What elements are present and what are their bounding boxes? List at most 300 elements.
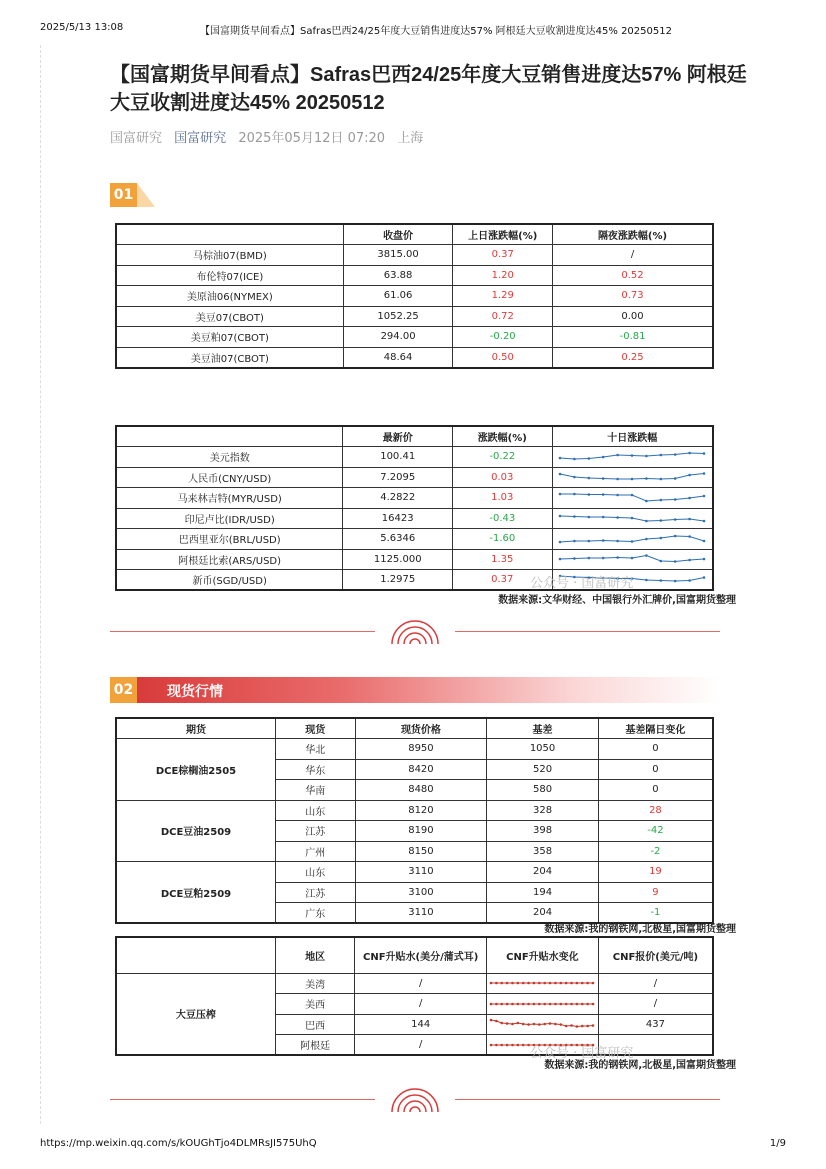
overnight-change: 0.52 <box>553 265 713 286</box>
sparkline-point <box>506 982 509 985</box>
sparkline-point <box>660 560 663 563</box>
sparkline-point <box>592 982 595 985</box>
origin-region: 阿根廷 <box>275 1035 355 1056</box>
instrument-name: 美原油06(NYMEX) <box>116 286 343 307</box>
sparkline-point <box>517 1002 520 1005</box>
sparkline-point <box>588 477 591 480</box>
sparkline-point <box>573 492 576 495</box>
sparkline-point <box>501 1002 504 1005</box>
column-header: 基差隔日变化 <box>598 718 713 739</box>
sparkline-point <box>703 494 706 497</box>
sparkline-point <box>512 982 515 985</box>
cnf-premium: / <box>355 1035 486 1056</box>
sparkline-point <box>517 982 520 985</box>
section-title-bar <box>137 677 720 703</box>
sparkline-point <box>576 982 579 985</box>
close-price: 63.88 <box>343 265 453 286</box>
table-row <box>116 862 713 883</box>
basis-change: -42 <box>598 821 713 842</box>
currency-name: 人民币(CNY/USD) <box>116 467 343 488</box>
sparkline-point <box>645 578 648 581</box>
sparkline-point <box>549 1022 552 1025</box>
section-number-badge: 01 <box>110 183 137 207</box>
basis-change: 0 <box>598 739 713 760</box>
sparkline-point <box>703 452 706 455</box>
sparkline-point <box>490 1043 493 1046</box>
currency-name: 印尼卢比(IDR/USD) <box>116 508 343 529</box>
basis: 328 <box>487 800 599 821</box>
sparkline-point <box>559 456 562 459</box>
origin-region: 美湾 <box>275 973 355 994</box>
column-header: 十日涨跌幅 <box>552 426 713 447</box>
latest-price: 1.2975 <box>343 570 453 591</box>
sparkline-point <box>660 478 663 481</box>
spot-source-note: 数据来源:我的钢铁网,北极星,国富期货整理 <box>544 924 736 935</box>
latest-price: 16423 <box>343 508 453 529</box>
publish-location: 上海 <box>397 131 424 146</box>
sparkline-point <box>544 1023 547 1026</box>
sparkline-point <box>617 453 620 456</box>
trend-sparkline <box>557 531 707 547</box>
sparkline-point <box>555 1023 558 1026</box>
origin-region: 巴西 <box>275 1014 355 1035</box>
section-divider <box>110 620 720 644</box>
sparkline-point <box>689 559 692 562</box>
sparkline-point <box>592 1024 595 1027</box>
latest-price: 4.2822 <box>343 488 453 509</box>
sparkline-point <box>533 1002 536 1005</box>
instrument-name: 马棕油07(BMD) <box>116 245 343 266</box>
sparkline-point <box>631 517 634 520</box>
currency-name: 美元指数 <box>116 447 343 468</box>
sparkline-point <box>538 982 541 985</box>
cnf-quote: / <box>598 973 713 994</box>
sparkline-point <box>674 560 677 563</box>
sparkline-point <box>660 579 663 582</box>
sparkline-point <box>501 1022 504 1025</box>
sparkline-point <box>689 496 692 499</box>
instrument-name: 美豆油07(CBOT) <box>116 347 343 368</box>
basis: 520 <box>487 759 599 780</box>
sparkline-point <box>571 1002 574 1005</box>
spot-price: 8190 <box>355 821 487 842</box>
sparkline-point <box>522 1043 525 1046</box>
sparkline-point <box>533 982 536 985</box>
basis-change: 9 <box>598 882 713 903</box>
overnight-change: 0.25 <box>553 347 713 368</box>
overnight-change: / <box>553 245 713 266</box>
wave-ornament-icon <box>388 620 442 644</box>
spot-price: 8950 <box>355 739 487 760</box>
instrument-name: 美豆07(CBOT) <box>116 306 343 327</box>
cnf-source-note: 数据来源:我的钢铁网,北极星,国富期货整理 <box>544 1060 736 1071</box>
sparkline-point <box>602 477 605 480</box>
column-header: CNF升贴水变化 <box>486 937 598 973</box>
cnf-quote: / <box>598 994 713 1015</box>
sparkline-point <box>631 478 634 481</box>
sparkline-point <box>501 1043 504 1046</box>
table-row <box>116 347 713 368</box>
page-left-rule <box>40 45 41 1124</box>
basis: 204 <box>487 903 599 924</box>
trend-sparkline <box>557 469 707 485</box>
ten-day-trend-cell <box>552 467 713 488</box>
trend-sparkline <box>557 551 707 567</box>
spot-region: 华东 <box>275 759 355 780</box>
sparkline-point <box>645 537 648 540</box>
change-pct: -0.43 <box>453 508 553 529</box>
sparkline-point <box>645 454 648 457</box>
sparkline-point <box>617 556 620 559</box>
ten-day-trend-cell <box>552 447 713 468</box>
sparkline-point <box>674 518 677 521</box>
table-row <box>116 286 713 307</box>
sparkline-point <box>490 1002 493 1005</box>
section-title: 现货行情 <box>167 684 223 700</box>
sparkline-point <box>689 518 692 521</box>
trend-sparkline <box>488 1016 596 1032</box>
sparkline-point <box>522 1002 525 1005</box>
sparkline-point <box>576 1002 579 1005</box>
wave-ornament-icon <box>388 1088 442 1112</box>
sparkline-point <box>571 982 574 985</box>
column-header: 基差 <box>487 718 599 739</box>
sparkline-point <box>495 1002 498 1005</box>
print-url: https://mp.weixin.qq.com/s/kOUGhTjo4DLMRsJI575UhQ <box>40 1138 317 1149</box>
basis-change: 19 <box>598 862 713 883</box>
prev-day-change: 0.37 <box>453 245 553 266</box>
trend-sparkline <box>557 490 707 506</box>
trend-sparkline <box>488 996 596 1012</box>
ten-day-trend-cell <box>552 508 713 529</box>
print-date: 2025/5/13 13:08 <box>40 22 124 33</box>
sparkline-point <box>660 519 663 522</box>
sparkline-point <box>587 982 590 985</box>
trend-sparkline <box>488 975 596 991</box>
sparkline-point <box>703 558 706 561</box>
column-header: 现货价格 <box>355 718 487 739</box>
sparkline-point <box>559 540 562 543</box>
sparkline-point <box>588 493 591 496</box>
prev-day-change: 1.29 <box>453 286 553 307</box>
column-header <box>116 224 343 245</box>
spot-region: 江苏 <box>275 821 355 842</box>
sparkline-point <box>528 1023 531 1026</box>
sparkline-point <box>602 516 605 519</box>
sparkline-point <box>549 1002 552 1005</box>
sparkline-point <box>560 1023 563 1026</box>
spot-price: 3100 <box>355 882 487 903</box>
prev-day-change: 0.50 <box>453 347 553 368</box>
sparkline-point <box>587 1002 590 1005</box>
spot-region: 华北 <box>275 739 355 760</box>
sparkline-point <box>495 1020 498 1023</box>
close-price: 1052.25 <box>343 306 453 327</box>
sparkline-point <box>592 1002 595 1005</box>
table-row <box>116 488 713 509</box>
currency-name: 阿根廷比索(ARS/USD) <box>116 549 343 570</box>
column-header: 现货 <box>275 718 355 739</box>
ten-day-trend-cell <box>552 529 713 550</box>
section-divider <box>110 1088 720 1112</box>
table-row <box>116 447 713 468</box>
fx-source-note: 数据来源:文华财经、中国银行外汇牌价,国富期货整理 <box>498 595 736 606</box>
spot-region: 广州 <box>275 841 355 862</box>
sparkline-point <box>517 1043 520 1046</box>
table-row <box>116 245 713 266</box>
column-header: 期货 <box>116 718 275 739</box>
sparkline-point <box>559 492 562 495</box>
section-badge-decoration <box>137 183 155 207</box>
sparkline-point <box>581 1025 584 1028</box>
sparkline-point <box>571 1024 574 1027</box>
currency-name: 新币(SGD/USD) <box>116 570 343 591</box>
change-pct: 0.37 <box>453 570 553 591</box>
column-header: 最新价 <box>343 426 453 447</box>
sparkline-point <box>495 982 498 985</box>
sparkline-point <box>565 982 568 985</box>
spot-region: 山东 <box>275 862 355 883</box>
sparkline-point <box>645 499 648 502</box>
spot-region: 华南 <box>275 780 355 801</box>
sparkline-point <box>617 539 620 542</box>
table-row <box>116 800 713 821</box>
sparkline-point <box>617 478 620 481</box>
sparkline-point <box>602 455 605 458</box>
origin-region: 美西 <box>275 994 355 1015</box>
sparkline-point <box>645 477 648 480</box>
table-row <box>116 327 713 348</box>
column-header: 地区 <box>275 937 355 973</box>
sparkline-point <box>490 1019 493 1022</box>
sparkline-point <box>512 1023 515 1026</box>
column-header <box>116 426 343 447</box>
futures-contract: DCE棕榈油2505 <box>116 739 275 801</box>
fx-table <box>115 425 714 591</box>
sparkline-point <box>602 539 605 542</box>
spot-price: 8480 <box>355 780 487 801</box>
sparkline-point <box>645 520 648 523</box>
sparkline-point <box>703 576 706 579</box>
sparkline-point <box>560 982 563 985</box>
basis: 204 <box>487 862 599 883</box>
sparkline-point <box>522 1023 525 1026</box>
publish-datetime: 2025年05月12日 07:20 <box>238 131 386 146</box>
sparkline-point <box>560 1002 563 1005</box>
sparkline-point <box>703 520 706 523</box>
table-row <box>116 739 713 760</box>
sparkline-point <box>565 1025 568 1028</box>
sparkline-point <box>565 1002 568 1005</box>
close-price: 3815.00 <box>343 245 453 266</box>
sparkline-point <box>660 453 663 456</box>
sparkline-point <box>581 982 584 985</box>
spot-price: 8120 <box>355 800 487 821</box>
sparkline-point <box>674 498 677 501</box>
column-header: CNF升贴水(美分/蒲式耳) <box>355 937 486 973</box>
sparkline-point <box>602 557 605 560</box>
column-header: 涨跌幅(%) <box>453 426 553 447</box>
sparkline-point <box>506 1022 509 1025</box>
column-header: 隔夜涨跌幅(%) <box>553 224 713 245</box>
change-pct: -1.60 <box>453 529 553 550</box>
section-number-badge: 02 <box>110 677 137 703</box>
sparkline-point <box>495 1043 498 1046</box>
premium-trend-cell <box>486 1014 598 1035</box>
basis-change: -2 <box>598 841 713 862</box>
sparkline-point <box>689 535 692 538</box>
sparkline-point <box>555 982 558 985</box>
sparkline-point <box>660 498 663 501</box>
futures-close-table <box>115 223 714 369</box>
spot-region: 江苏 <box>275 882 355 903</box>
trend-sparkline <box>557 510 707 526</box>
change-pct: 0.03 <box>453 467 553 488</box>
sparkline-point <box>573 557 576 560</box>
ten-day-trend-cell <box>552 549 713 570</box>
sparkline-point <box>674 579 677 582</box>
cnf-premium: / <box>355 973 486 994</box>
basis: 194 <box>487 882 599 903</box>
sparkline-point <box>689 474 692 477</box>
sparkline-point <box>602 493 605 496</box>
spot-price: 8420 <box>355 759 487 780</box>
sparkline-point <box>631 557 634 560</box>
sparkline-point <box>490 982 493 985</box>
futures-contract: DCE豆油2509 <box>116 800 275 862</box>
print-page-number: 1/9 <box>769 1138 786 1149</box>
sparkline-point <box>588 557 591 560</box>
sparkline-point <box>559 473 562 476</box>
close-price: 48.64 <box>343 347 453 368</box>
column-header <box>116 937 275 973</box>
article-title: 【国富期货早间看点】Safras巴西24/25年度大豆销售进度达57% 阿根廷大豆收割进度达45% 20250512 <box>110 64 747 114</box>
table-row <box>116 467 713 488</box>
cnf-premium: 144 <box>355 1014 486 1035</box>
spot-basis-table <box>115 717 714 924</box>
sparkline-point <box>522 982 525 985</box>
sparkline-point <box>573 515 576 518</box>
overnight-change: 0.73 <box>553 286 713 307</box>
basis-change: -1 <box>598 903 713 924</box>
sparkline-point <box>631 493 634 496</box>
sparkline-point <box>689 451 692 454</box>
sparkline-point <box>533 1023 536 1026</box>
sparkline-point <box>573 539 576 542</box>
instrument-name: 布伦特07(ICE) <box>116 265 343 286</box>
sparkline-point <box>674 477 677 480</box>
trend-sparkline <box>557 449 707 465</box>
overnight-change: 0.00 <box>553 306 713 327</box>
spot-region: 山东 <box>275 800 355 821</box>
sparkline-point <box>674 453 677 456</box>
table-row <box>116 508 713 529</box>
watermark: 公众号 · 国富研究 <box>530 1046 634 1061</box>
change-pct: 1.03 <box>453 488 553 509</box>
cnf-quote: 437 <box>598 1014 713 1035</box>
account-link[interactable]: 国富研究 <box>174 131 227 146</box>
latest-price: 1125.000 <box>343 549 453 570</box>
sparkline-point <box>538 1002 541 1005</box>
basis-change: 0 <box>598 759 713 780</box>
sparkline-point <box>538 1023 541 1026</box>
table-row <box>116 549 713 570</box>
cnf-premium: / <box>355 994 486 1015</box>
latest-price: 5.6346 <box>343 529 453 550</box>
spot-region: 广东 <box>275 903 355 924</box>
table-row <box>116 306 713 327</box>
sparkline-point <box>517 1022 520 1025</box>
table-row <box>116 265 713 286</box>
sparkline-point <box>689 579 692 582</box>
sparkline-point <box>617 516 620 519</box>
sparkline-point <box>587 1025 590 1028</box>
sparkline-point <box>506 1002 509 1005</box>
futures-contract: DCE豆粕2509 <box>116 862 275 924</box>
sparkline-point <box>555 1002 558 1005</box>
currency-name: 巴西里亚尔(BRL/USD) <box>116 529 343 550</box>
sparkline-point <box>512 1002 515 1005</box>
article-author: 国富研究 <box>110 131 163 146</box>
sparkline-point <box>703 539 706 542</box>
sparkline-point <box>588 516 591 519</box>
premium-trend-cell <box>486 973 598 994</box>
close-price: 61.06 <box>343 286 453 307</box>
print-title: 【国富期货早间看点】Safras巴西24/25年度大豆销售进度达57% 阿根廷大豆收割进度达45% 20250512 <box>200 26 672 37</box>
change-pct: -0.22 <box>453 447 553 468</box>
sparkline-point <box>588 539 591 542</box>
sparkline-point <box>617 493 620 496</box>
article-meta <box>110 127 431 146</box>
latest-price: 100.41 <box>343 447 453 468</box>
sparkline-point <box>703 472 706 475</box>
sparkline-point <box>501 982 504 985</box>
basis: 1050 <box>487 739 599 760</box>
sparkline-point <box>631 540 634 543</box>
sparkline-point <box>528 1002 531 1005</box>
spot-price: 3110 <box>355 862 487 883</box>
column-header: 收盘价 <box>343 224 453 245</box>
column-header: 上日涨跌幅(%) <box>453 224 553 245</box>
prev-day-change: 0.72 <box>453 306 553 327</box>
sparkline-point <box>674 534 677 537</box>
ten-day-trend-cell <box>552 488 713 509</box>
sparkline-point <box>512 1043 515 1046</box>
sparkline-point <box>588 457 591 460</box>
latest-price: 7.2095 <box>343 467 453 488</box>
prev-day-change: -0.20 <box>453 327 553 348</box>
table-row <box>116 973 713 994</box>
basis: 580 <box>487 780 599 801</box>
sparkline-point <box>576 1025 579 1028</box>
product-group: 大豆压榨 <box>116 973 275 1055</box>
basis: 358 <box>487 841 599 862</box>
sparkline-point <box>506 1043 509 1046</box>
basis-change: 28 <box>598 800 713 821</box>
basis-change: 0 <box>598 780 713 801</box>
prev-day-change: 1.20 <box>453 265 553 286</box>
cnf-premium-table <box>115 936 714 1056</box>
sparkline-point <box>573 457 576 460</box>
sparkline-point <box>559 558 562 561</box>
instrument-name: 美豆粕07(CBOT) <box>116 327 343 348</box>
change-pct: 1.35 <box>453 549 553 570</box>
sparkline-point <box>660 536 663 539</box>
sparkline-point <box>544 982 547 985</box>
sparkline-point <box>528 982 531 985</box>
sparkline-point <box>549 982 552 985</box>
spot-price: 3110 <box>355 903 487 924</box>
